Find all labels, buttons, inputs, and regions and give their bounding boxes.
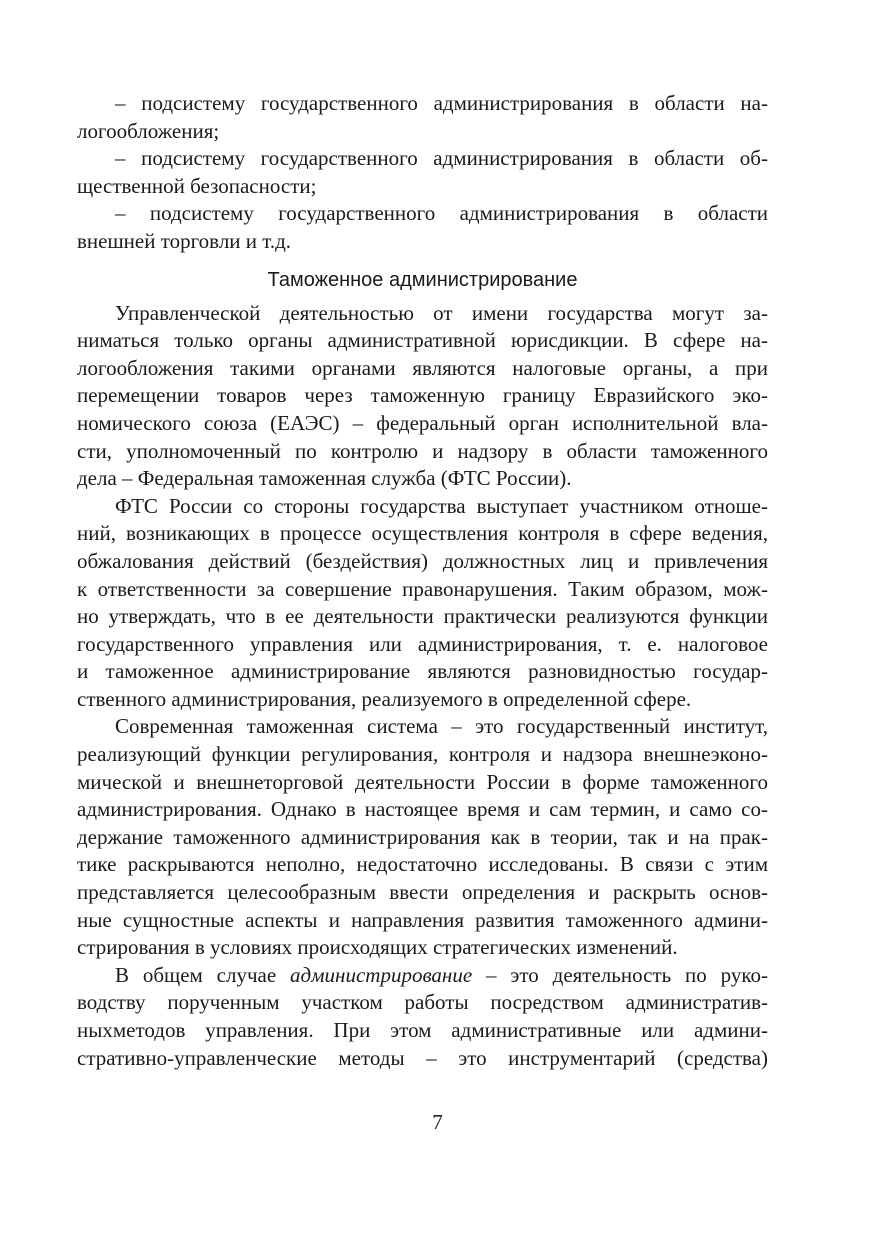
text-line: стративно-управленческие методы – это инструментарий (средства) (77, 1045, 768, 1070)
text-line: дела – Федеральная таможенная служба (ФТС России). (77, 466, 572, 491)
text-line: Управленческой деятельностью от имени государства могут за- (115, 300, 768, 325)
text-line: тике раскрываются неполно, недостаточно исследованы. В связи с этим (77, 852, 768, 877)
text-line: перемещении товаров через таможенную границу Евразийского эко- (77, 383, 768, 408)
text-line: ственного администрирования, реализуемого в определенной сфере. (77, 686, 692, 711)
text-line: обжалования действий (бездействия) должностных лиц и привлечения (77, 548, 768, 573)
text-line: государственного управления или администрирования, т. е. налоговое (77, 631, 768, 656)
text-run: – это деятельность по руко- (472, 962, 768, 987)
text-line: ниматься только органы административной юрисдикции. В сфере на- (77, 328, 768, 353)
paragraph (77, 300, 768, 493)
text-line: стрирования в условиях происходящих стратегических изменений. (77, 935, 678, 960)
list-item (77, 145, 768, 200)
emphasized-term: администрирование (290, 962, 473, 987)
text-line: и таможенное администрирование являются разновидностью государ- (77, 659, 768, 684)
text-line: к ответственности за совершение правонарушения. Таким образом, мож- (77, 576, 768, 601)
text-line: представляется целесообразным ввести определения и раскрыть основ- (77, 880, 768, 905)
text-line: Современная таможенная система – это государственный институт, (115, 714, 768, 739)
text-line: логообложения; (77, 118, 220, 143)
text-line: ФТС России со стороны государства выступает участником отноше- (115, 493, 768, 518)
text-line: водству порученным участком работы посредством административ- (77, 990, 768, 1015)
text-line: – подсистему государственного администрирования в области на- (115, 91, 768, 115)
page-body (77, 90, 768, 1072)
text-line: держание таможенного администрирования как в теории, так и на прак- (77, 824, 768, 849)
text-line (77, 962, 768, 990)
text-line: – подсистему государственного администрирования в области (115, 201, 768, 226)
text-line: ний, возникающих в процессе осуществления контроля в сфере ведения, (77, 521, 768, 546)
text-line: щественной безопасности; (77, 173, 317, 198)
text-line: внешней торговли и т.д. (77, 228, 292, 253)
text-line: реализующий функции регулирования, контроля и надзора внешнеэконо- (77, 742, 768, 767)
text-line: номического союза (ЕАЭС) – федеральный орган исполнительной вла- (77, 410, 768, 435)
text-line: администрирования. Однако в настоящее время и сам термин, и само со- (77, 797, 768, 822)
section-heading: Таможенное администрирование (267, 268, 578, 291)
text-run: В общем случае (115, 962, 291, 987)
paragraph (77, 493, 768, 714)
text-line: но утверждать, что в ее деятельности практически реализуются функции (77, 604, 768, 629)
list-item (77, 200, 768, 255)
text-line: мической и внешнеторговой деятельности России в форме таможенного (77, 769, 768, 794)
text-line: ные сущностные аспекты и направления развития таможенного админи- (77, 907, 768, 932)
text-line: логообложения такими органами являются налоговые органы, а при (77, 355, 768, 380)
text-line: сти, уполномоченный по контролю и надзору в области таможенного (77, 438, 768, 463)
page-number: 7 (432, 1110, 443, 1134)
text-line: ныхметодов управления. При этом административные или админи- (77, 1018, 768, 1042)
text-line: – подсистему государственного администрирования в области об- (115, 146, 768, 171)
list-item (77, 90, 768, 145)
paragraph (77, 962, 768, 1072)
paragraph (77, 713, 768, 961)
